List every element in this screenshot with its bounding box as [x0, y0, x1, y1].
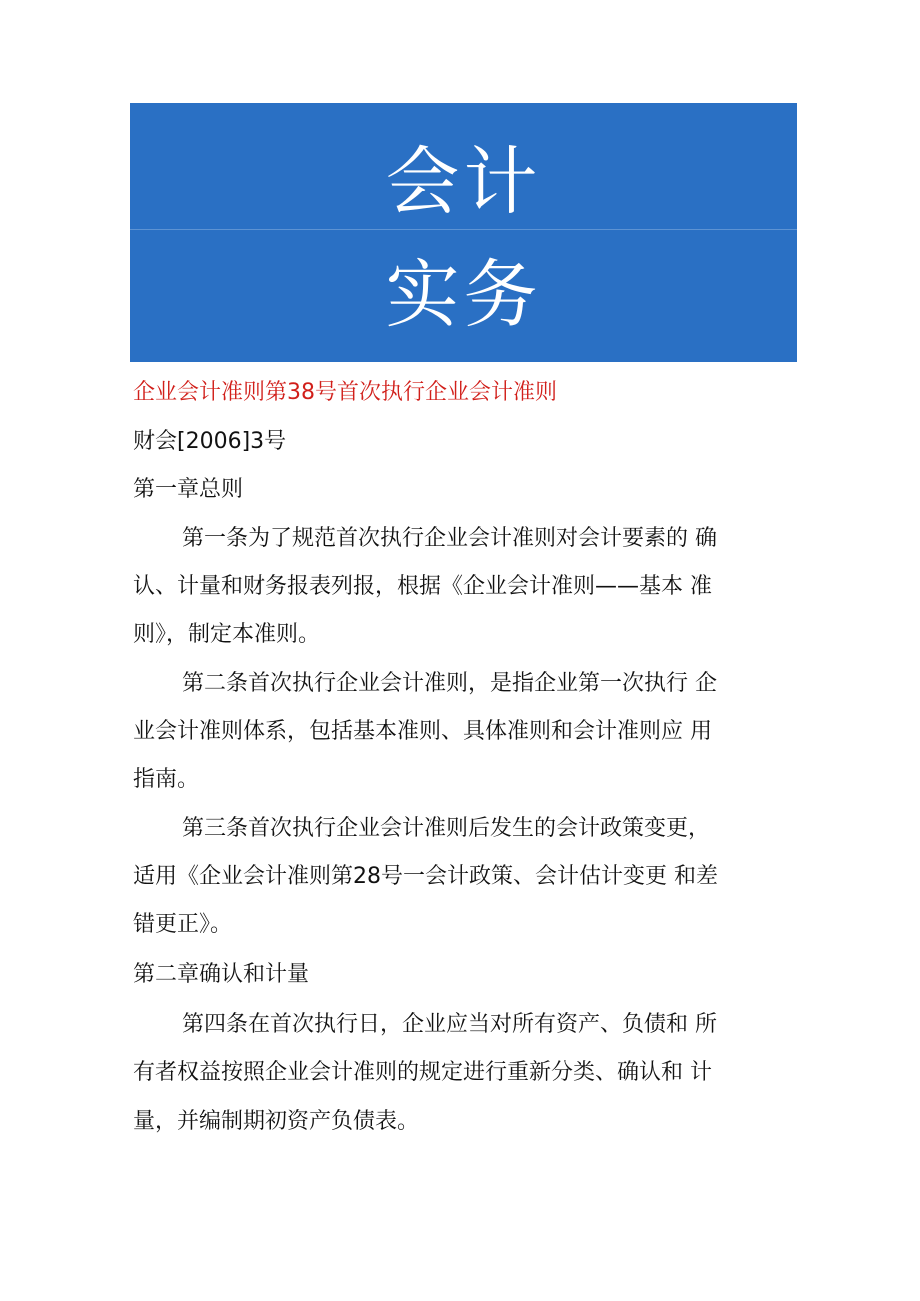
article-3-line-2: 适用《企业会计准则第28号一会计政策、会计估计变更 和差: [133, 864, 718, 889]
article-4-line-3: 量，并编制期初资产负债表。: [133, 1109, 420, 1134]
article-1-line-2: 认、计量和财务报表列报，根据《企业会计准则——基本 准: [133, 574, 712, 599]
article-2-line-2: 业会计准则体系，包括基本准则、具体准则和会计准则应 用: [133, 719, 712, 744]
article-1-line-3: 则》，制定本准则。: [133, 622, 321, 647]
banner-divider: [130, 229, 797, 230]
title-banner: [130, 103, 797, 362]
chapter-heading-2: 第二章确认和计量: [133, 962, 310, 987]
document-title: 企业会计准则第38号首次执行企业会计准则: [133, 380, 557, 405]
article-4-line-1: 第四条在首次执行日，企业应当对所有资产、负债和 所: [182, 1012, 717, 1037]
article-3-line-3: 错更正》。: [133, 912, 233, 937]
article-3-line-1: 第三条首次执行企业会计准则后发生的会计政策变更，: [182, 816, 711, 841]
article-2-line-1: 第二条首次执行企业会计准则，是指企业第一次执行 企: [182, 671, 717, 696]
chapter-heading-1: 第一章总则: [133, 477, 244, 502]
document-number: 财会[2006]3号: [133, 429, 287, 454]
article-4-line-2: 有者权益按照企业会计准则的规定进行重新分类、确认和 计: [133, 1060, 712, 1085]
banner-line-1: 会计: [385, 139, 542, 225]
banner-line-2: 实务: [385, 252, 542, 338]
article-2-line-3: 指南。: [133, 767, 200, 792]
article-1-line-1: 第一条为了规范首次执行企业会计准则对会计要素的 确: [182, 526, 717, 551]
